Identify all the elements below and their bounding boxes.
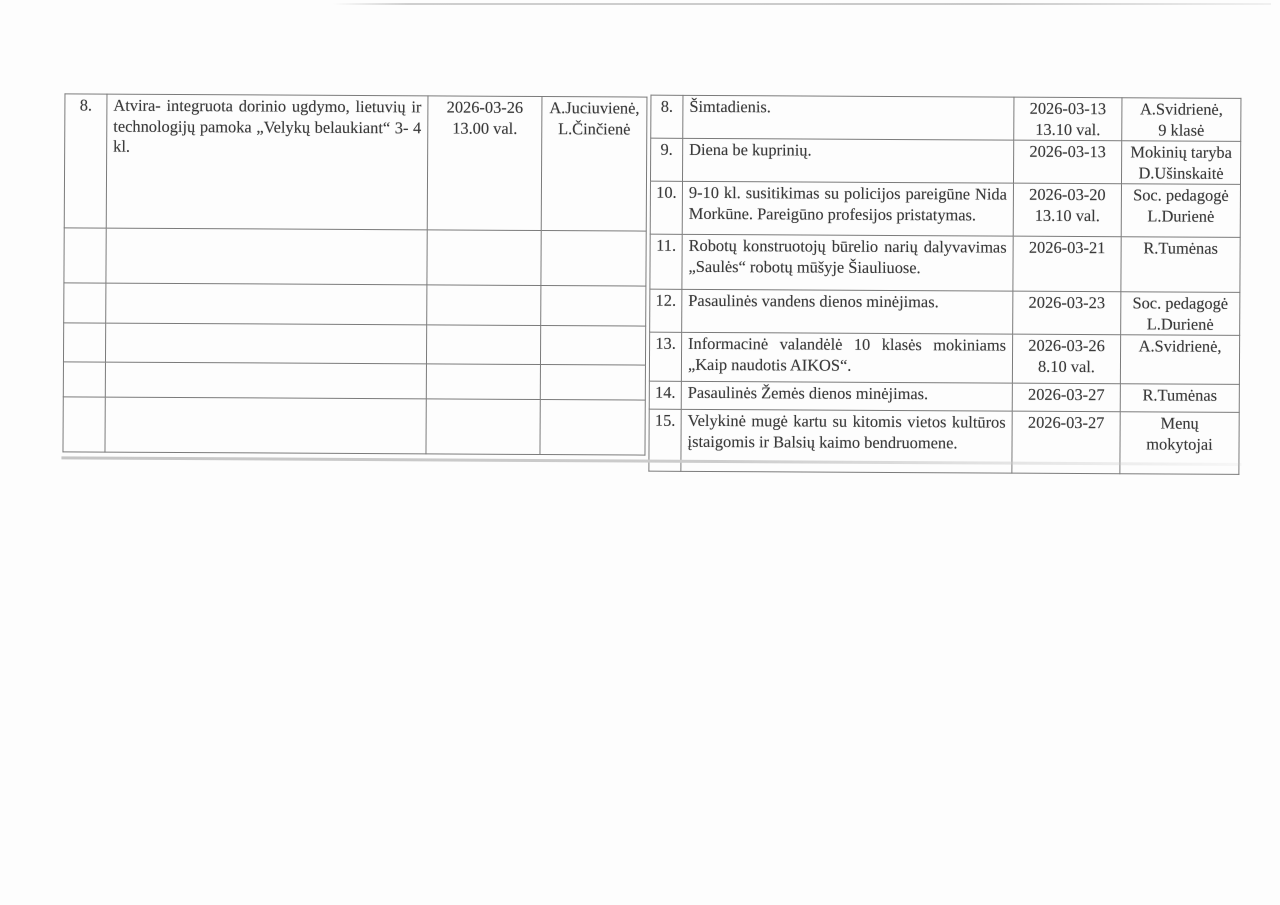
row-number-cell: 9.: [650, 138, 682, 181]
event-description-cell: [106, 228, 427, 285]
event-description-cell: Pasaulinės vandens dienos minėjimas.: [682, 289, 1013, 334]
row-number-cell: 8.: [64, 94, 107, 228]
date-time-cell: 2026-03-26 13.00 val.: [427, 96, 542, 231]
events-table-right: [648, 95, 1241, 475]
table-row: [649, 381, 1239, 412]
responsible-cell: Mokinių taryba D.Ušinskaitė: [1121, 141, 1240, 185]
responsible-cell: R.Tumėnas: [1120, 384, 1239, 413]
row-number-cell: 12.: [650, 289, 682, 332]
table-row: [63, 397, 645, 455]
row-number-cell: [64, 283, 106, 323]
responsible-cell: Soc. pedagogė L.Durienė: [1121, 184, 1240, 238]
table-row: [650, 181, 1240, 237]
responsible-cell: [541, 231, 646, 287]
date-time-cell: [426, 399, 540, 455]
date-time-cell: 2026-03-23: [1013, 291, 1121, 335]
row-number-cell: [63, 362, 105, 397]
event-description-cell: [106, 283, 427, 325]
responsible-cell: [540, 400, 645, 456]
date-time-cell: 2026-03-26 8.10 val.: [1012, 334, 1120, 384]
responsible-cell: R.Tumėnas: [1121, 237, 1240, 293]
row-number-cell: [64, 228, 106, 283]
date-time-cell: [426, 325, 540, 365]
date-time-cell: [427, 285, 541, 326]
table-row: [650, 138, 1240, 184]
table-row: [64, 94, 647, 231]
responsible-cell: [541, 286, 646, 327]
table-row: [63, 323, 645, 365]
responsible-cell: A.Svidrienė, 9 klasė: [1122, 98, 1241, 142]
table-row: [63, 362, 645, 400]
event-description-cell: Šimtadienis.: [683, 95, 1014, 140]
table-row: [650, 234, 1240, 292]
row-number-cell: 8.: [651, 95, 683, 138]
responsible-cell: A.Juciuvienė, L.Činčienė: [541, 97, 647, 232]
responsible-cell: [540, 365, 645, 401]
date-time-cell: 2026-03-13: [1013, 140, 1121, 184]
event-description-cell: 9-10 kl. susitikimas su policijos pareigūne Nida Morkūne. Pareigūno profesijos pristatymas.: [682, 181, 1013, 236]
table-row: [64, 228, 646, 286]
table-row: [650, 289, 1240, 335]
responsible-cell: Soc. pedagogė L.Durienė: [1121, 292, 1240, 336]
events-table-left: [62, 93, 647, 455]
event-description-cell: [105, 397, 426, 454]
event-description-cell: Robotų konstruotojų būrelio narių dalyvavimas „Saulės“ robotų mūšyje Šiauliuose.: [682, 234, 1013, 291]
responsible-cell: Menų mokytojai: [1120, 412, 1239, 475]
table-row: [651, 95, 1241, 141]
row-number-cell: 13.: [649, 332, 681, 381]
row-number-cell: 10.: [650, 181, 682, 234]
date-time-cell: 2026-03-20 13.10 val.: [1013, 183, 1121, 237]
row-number-cell: [63, 323, 105, 362]
row-number-cell: [63, 397, 105, 452]
row-number-cell: 14.: [649, 381, 681, 409]
event-description-cell: [105, 362, 426, 399]
table-row: [649, 332, 1239, 384]
event-description-cell: Pasaulinės Žemės dienos minėjimas.: [681, 381, 1012, 411]
date-time-cell: 2026-03-13 13.10 val.: [1014, 97, 1122, 141]
date-time-cell: 2026-03-27: [1012, 411, 1120, 474]
date-time-cell: [426, 364, 540, 400]
date-time-cell: 2026-03-21: [1013, 236, 1121, 292]
event-description-cell: Diena be kuprinių.: [682, 138, 1013, 183]
table-row: [64, 283, 646, 326]
event-description-cell: Informacinė valandėlė 10 klasės mokiniams „Kaip naudotis AIKOS“.: [681, 332, 1012, 383]
event-description-cell: Velykinė mugė kartu su kitomis vietos kultūros įstaigomis ir Balsių kaimo bendruomene.: [681, 409, 1012, 473]
event-description-cell: Atvira- integruota dorinio ugdymo, lietuvių ir technologijų pamoka „Velykų belaukiant“ 3- 4 kl.: [106, 94, 428, 230]
responsible-cell: A.Svidrienė,: [1120, 335, 1239, 385]
event-description-cell: [105, 323, 426, 364]
date-time-cell: 2026-03-27: [1012, 383, 1120, 412]
date-time-cell: [427, 230, 541, 286]
row-number-cell: 15.: [649, 409, 681, 471]
row-number-cell: 11.: [650, 234, 682, 289]
responsible-cell: [540, 326, 645, 366]
